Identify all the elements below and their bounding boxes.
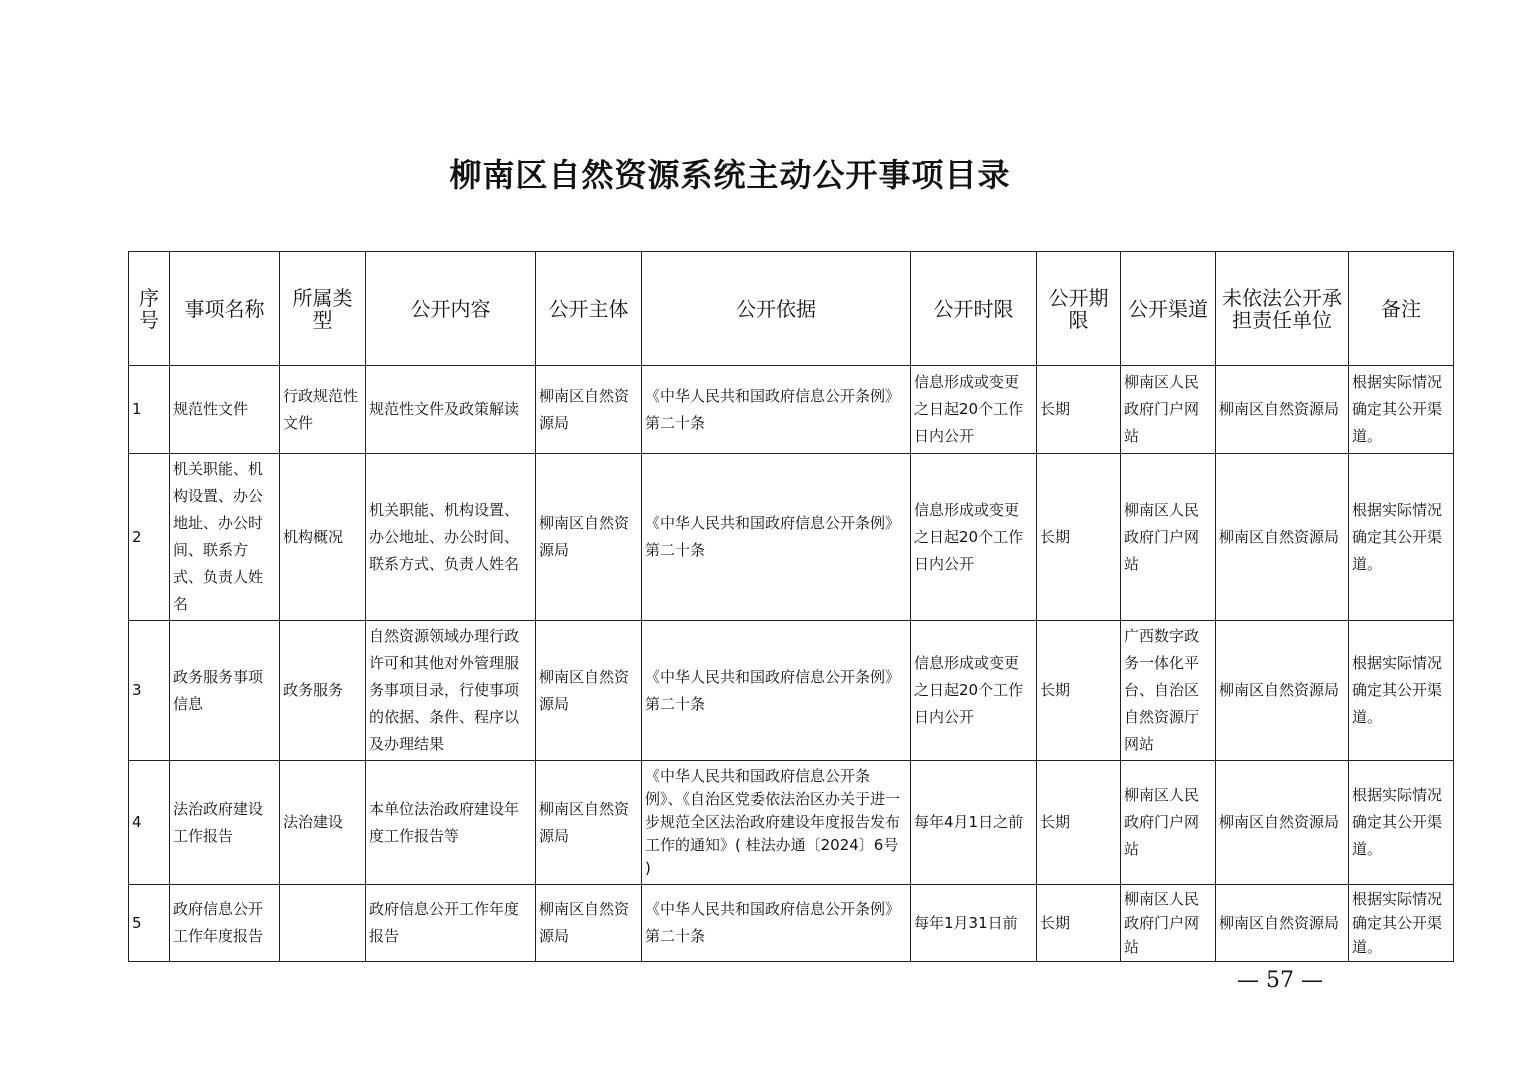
cell-name: 机关职能、机构设置、办公地址、办公时间、联系方式、负责人姓名 [170,454,280,621]
cell-type: 行政规范性文件 [280,366,366,454]
cell-remark: 根据实际情况确定其公开渠道。 [1349,885,1454,962]
header-row [129,252,1454,366]
cell-remark: 根据实际情况确定其公开渠道。 [1349,366,1454,454]
header-cell: 事项名称 [170,252,280,366]
cell-time-limit: 每年1月31日前 [911,885,1037,962]
header-cell: 公开渠道 [1121,252,1216,366]
cell-responsible: 柳南区自然资源局 [1216,885,1349,962]
cell-channel: 柳南区人民政府门户网站 [1121,366,1216,454]
cell-remark: 根据实际情况确定其公开渠道。 [1349,621,1454,761]
header-cell: 公开期限 [1037,252,1121,366]
cell-time-limit: 信息形成或变更之日起20个工作日内公开 [911,366,1037,454]
table-row [129,621,1454,761]
cell-period: 长期 [1037,366,1121,454]
table-row [129,454,1454,621]
cell-type: 政务服务 [280,621,366,761]
cell-remark: 根据实际情况确定其公开渠道。 [1349,761,1454,885]
header-cell: 序号 [129,252,170,366]
cell-no: 1 [129,366,170,454]
cell-remark: 根据实际情况确定其公开渠道。 [1349,454,1454,621]
cell-basis: 《中华人民共和国政府信息公开条例》第二十条 [642,621,911,761]
cell-time-limit: 信息形成或变更之日起20个工作日内公开 [911,454,1037,621]
cell-channel: 柳南区人民政府门户网站 [1121,454,1216,621]
cell-channel: 广西数字政务一体化平台、自治区自然资源厅网站 [1121,621,1216,761]
cell-period: 长期 [1037,761,1121,885]
cell-time-limit: 每年4月1日之前 [911,761,1037,885]
cell-basis: 《中华人民共和国政府信息公开条例》、《自治区党委依法治区办关于进一步规范全区法治政府建设年度报告发布工作的通知》( 桂法办通〔2024〕6号 ) [642,761,911,885]
cell-name: 政府信息公开工作年度报告 [170,885,280,962]
cell-time-limit: 信息形成或变更之日起20个工作日内公开 [911,621,1037,761]
cell-name: 规范性文件 [170,366,280,454]
table-row [129,366,1454,454]
cell-subject: 柳南区自然资源局 [536,885,642,962]
cell-basis: 《中华人民共和国政府信息公开条例》第二十条 [642,366,911,454]
cell-no: 5 [129,885,170,962]
cell-content: 政府信息公开工作年度报告 [366,885,536,962]
header-cell: 备注 [1349,252,1454,366]
cell-subject: 柳南区自然资源局 [536,761,642,885]
cell-content: 本单位法治政府建设年度工作报告等 [366,761,536,885]
cell-type: 法治建设 [280,761,366,885]
table-row [129,885,1454,962]
cell-channel: 柳南区人民政府门户网站 [1121,885,1216,962]
cell-subject: 柳南区自然资源局 [536,454,642,621]
header-cell: 公开主体 [536,252,642,366]
cell-no: 4 [129,761,170,885]
header-cell: 所属类型 [280,252,366,366]
cell-channel: 柳南区人民政府门户网站 [1121,761,1216,885]
header-cell: 公开内容 [366,252,536,366]
cell-period: 长期 [1037,885,1121,962]
cell-type: 机构概况 [280,454,366,621]
cell-subject: 柳南区自然资源局 [536,366,642,454]
page-title: 柳南区自然资源系统主动公开事项目录 [449,156,1011,194]
catalog-table [128,251,1454,962]
cell-content: 机关职能、机构设置、办公地址、办公时间、联系方式、负责人姓名 [366,454,536,621]
page-number: — 57 — [1237,968,1323,993]
cell-responsible: 柳南区自然资源局 [1216,621,1349,761]
header-cell: 公开时限 [911,252,1037,366]
cell-basis: 《中华人民共和国政府信息公开条例》第二十条 [642,885,911,962]
cell-responsible: 柳南区自然资源局 [1216,454,1349,621]
cell-subject: 柳南区自然资源局 [536,621,642,761]
cell-type [280,885,366,962]
cell-content: 自然资源领域办理行政许可和其他对外管理服务事项目录，行使事项的依据、条件、程序以及办理结果 [366,621,536,761]
table-row [129,761,1454,885]
cell-period: 长期 [1037,621,1121,761]
cell-no: 2 [129,454,170,621]
cell-no: 3 [129,621,170,761]
cell-responsible: 柳南区自然资源局 [1216,366,1349,454]
cell-responsible: 柳南区自然资源局 [1216,761,1349,885]
cell-name: 法治政府建设工作报告 [170,761,280,885]
cell-period: 长期 [1037,454,1121,621]
header-cell: 公开依据 [642,252,911,366]
header-cell: 未依法公开承担责任单位 [1216,252,1349,366]
cell-name: 政务服务事项信息 [170,621,280,761]
cell-basis: 《中华人民共和国政府信息公开条例》第二十条 [642,454,911,621]
cell-content: 规范性文件及政策解读 [366,366,536,454]
